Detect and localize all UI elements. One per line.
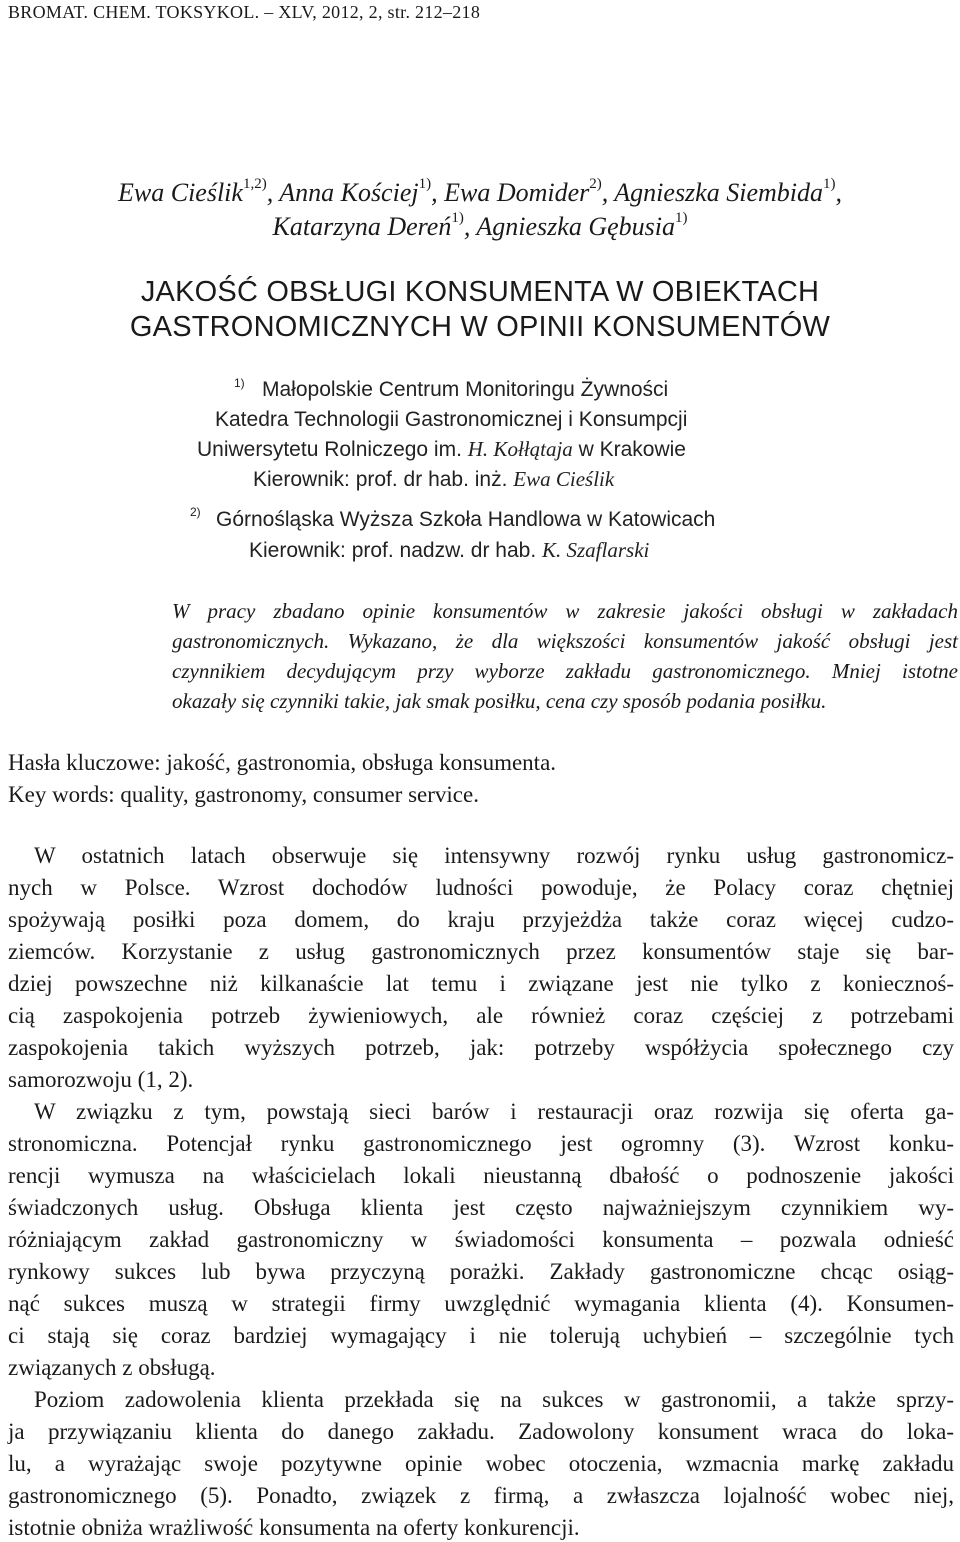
body-line: stronomiczna. Potencjał rynku gastronomicznego jest ogromny (3). Wzrost konku-	[8, 1131, 954, 1156]
author-name: Agnieszka Siembida	[614, 178, 823, 207]
author-separator: ,	[835, 178, 842, 207]
body-line: nych w Polsce. Wzrost dochodów ludności powoduje, że Polacy coraz chętniej	[8, 875, 954, 900]
author-affiliation-mark: 1)	[418, 176, 432, 192]
authors-line-1	[0, 178, 960, 208]
body-line: ci stają się coraz bardziej wymagający i nie tolerują uchybień – szczególnie tych	[8, 1323, 954, 1348]
affiliation-italic: K. Szaflarski	[542, 538, 650, 562]
body-line: różniającym zakład gastronomiczny w świadomości konsumenta – pozwala odnieść	[8, 1227, 954, 1252]
body-line: ziemców. Korzystanie z usług gastronomicznych przez konsumentów staje się bar-	[8, 939, 954, 964]
author-separator: ,	[601, 178, 615, 207]
affiliation-text: w Krakowie	[572, 438, 686, 461]
body-line: W związku z tym, powstają sieci barów i restauracji oraz rozwija się oferta ga-	[34, 1099, 954, 1124]
keywords-english: Key words: quality, gastronomy, consumer service.	[8, 782, 479, 807]
author-name: Ewa Cieślik	[118, 178, 243, 207]
body-line: lu, a wyrażając swoje pozytywne opinie wobec otoczenia, wzmacnia markę zakładu	[8, 1451, 954, 1476]
author-affiliation-mark: 1)	[451, 210, 464, 226]
paper-title-line-1: JAKOŚĆ OBSŁUGI KONSUMENTA W OBIEKTACH	[140, 276, 820, 308]
body-line: rencji wymusza na właścicielach lokali nieustanną dbałość o podnoszenie jakości	[8, 1163, 954, 1188]
affiliation-text: Kierownik: prof. dr hab. inż.	[253, 468, 514, 491]
body-line: samorozwoju (1, 2).	[8, 1067, 194, 1092]
affiliation-marker: 2)	[190, 505, 201, 519]
body-line: zaspokojenia takich wyższych potrzeb, jak: potrzeby współżycia społecznego czy	[8, 1035, 954, 1060]
body-line: Poziom zadowolenia klienta przekłada się na sukces w gastronomii, a także sprzy-	[34, 1387, 954, 1412]
author-affiliation-mark: 2)	[589, 176, 602, 192]
author-separator: ,	[463, 212, 477, 241]
affiliation-line	[249, 538, 649, 563]
affiliation-marker: 1)	[234, 376, 245, 390]
abstract-line: W pracy zbadano opinie konsumentów w zakresie jakości obsługi w zakładach	[172, 599, 958, 623]
abstract-line: okazały się czynniki takie, jak smak posiłku, cena czy sposób podania posiłku.	[172, 689, 827, 713]
body-line: cią zaspokojenia potrzeb żywieniowych, ale również coraz częściej z potrzebami	[8, 1003, 954, 1028]
body-line: dziej powszechne niż kilkanaście lat temu i związane jest nie tylko z koniecznoś-	[8, 971, 954, 996]
body-line: gastronomicznego (5). Ponadto, związek z firmą, a zwłaszcza lojalność wobec niej,	[8, 1483, 954, 1508]
author-name: Anna Kościej	[279, 178, 419, 207]
body-line: istotnie obniża wrażliwość konsumenta na oferty konkurencji.	[8, 1515, 580, 1540]
affiliation-line	[197, 437, 686, 462]
affiliation-line: Katedra Technologii Gastronomicznej i Konsumpcji	[215, 408, 688, 431]
body-line: nąć sukces muszą w strategii firmy uwzględnić wymagania klienta (4). Konsumen-	[8, 1291, 954, 1316]
author-name: Ewa Domider	[444, 178, 590, 207]
affiliation-text: Kierownik: prof. nadzw. dr hab.	[249, 539, 542, 562]
body-line: spożywają posiłki poza domem, do kraju przyjeżdża także coraz więcej cudzo-	[8, 907, 954, 932]
affiliation-line	[253, 467, 614, 492]
author-affiliation-mark: 1)	[822, 176, 836, 192]
paper-title-line-2: GASTRONOMICZNYCH W OPINII KONSUMENTÓW	[129, 311, 831, 343]
affiliation-italic: H. Kołłątaja	[467, 437, 573, 461]
keywords-polish: Hasła kluczowe: jakość, gastronomia, obsługa konsumenta.	[8, 750, 557, 775]
author-affiliation-mark: 1,2)	[242, 176, 267, 192]
affiliation-line: Górnośląska Wyższa Szkoła Handlowa w Katowicach	[216, 508, 716, 531]
author-name: Agnieszka Gębusia	[476, 212, 675, 241]
journal-header: BROMAT. CHEM. TOKSYKOL. – XLV, 2012, 2, str. 212–218	[8, 2, 481, 22]
body-line: rynkowy sukces lub bywa przyczyną porażki. Zakłady gastronomiczne chcąc osiąg-	[8, 1259, 954, 1284]
author-name: Katarzyna Dereń	[272, 212, 452, 241]
affiliation-italic: Ewa Cieślik	[513, 467, 615, 491]
body-line: świadczonych usług. Obsługa klienta jest często najważniejszym czynnikiem wy-	[8, 1195, 954, 1220]
body-line: W ostatnich latach obserwuje się intensywny rozwój rynku usług gastronomicz-	[34, 843, 954, 868]
body-line: związanych z obsługą.	[8, 1355, 216, 1380]
affiliation-text: Uniwersytetu Rolniczego im.	[197, 438, 468, 461]
abstract-line: gastronomicznych. Wykazano, że dla większości konsumentów jakość obsługi jest	[172, 629, 958, 653]
affiliation-line: Małopolskie Centrum Monitoringu Żywności	[262, 378, 669, 401]
author-affiliation-mark: 1)	[674, 210, 688, 226]
authors-line-2	[0, 212, 960, 242]
body-line: ja przywiązaniu klienta do danego zakładu. Zadowolony konsument wraca do loka-	[8, 1419, 954, 1444]
author-separator: ,	[266, 178, 280, 207]
author-separator: ,	[431, 178, 445, 207]
abstract-line: czynnikiem decydującym przy wyborze zakładu gastronomicznego. Mniej istotne	[172, 659, 958, 683]
